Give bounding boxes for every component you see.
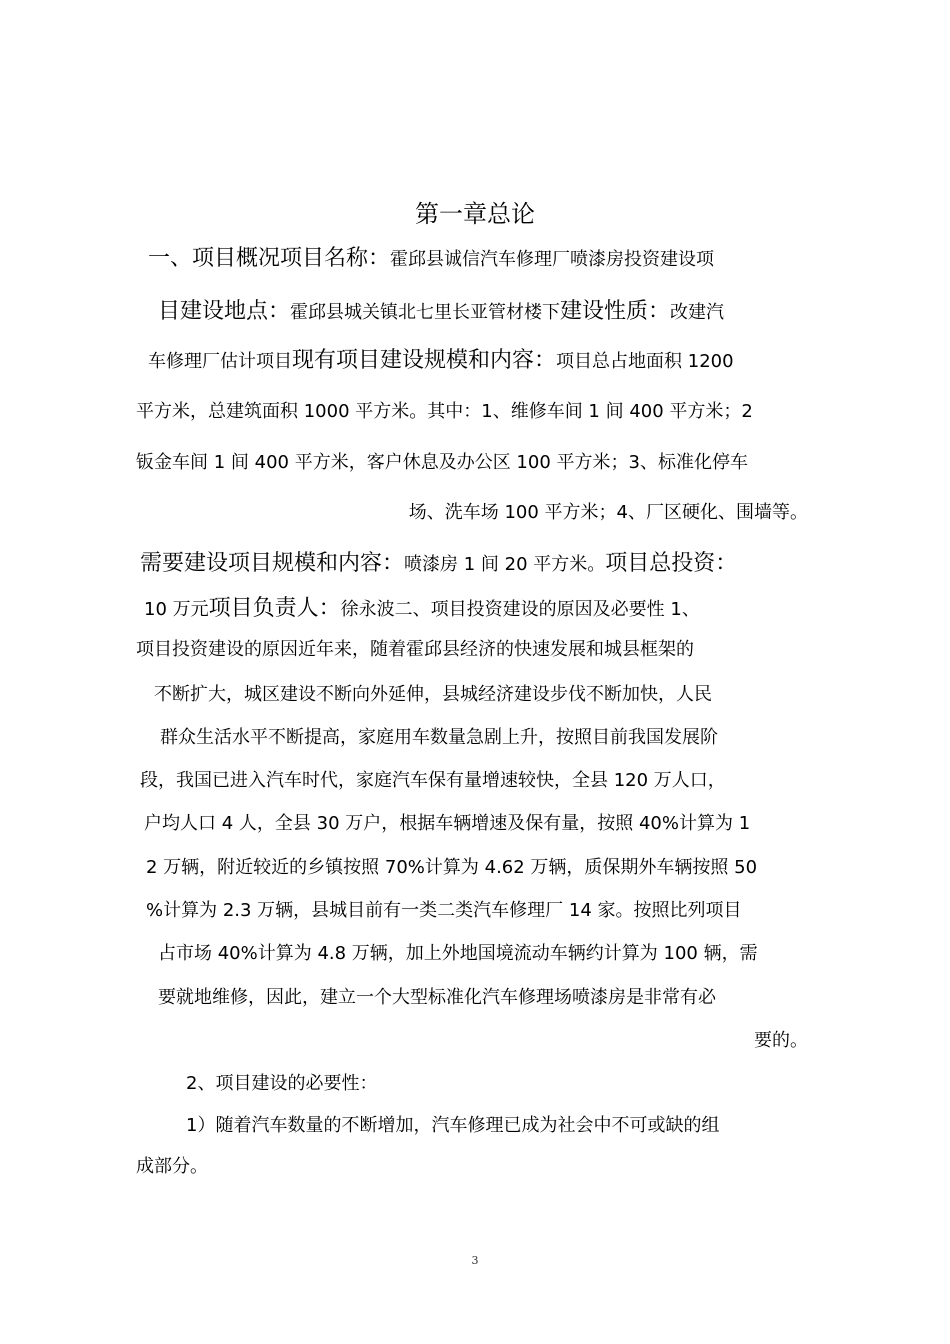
text-run: 成部分。 [136,1156,208,1177]
text-line-8 [144,594,824,625]
text-run: 霍邱县城关镇北七里长亚管材楼下 [290,302,561,323]
text-run: 项目投资建设的原因近年来，随着霍邱县经济的快速发展和城县框架的 [136,639,694,660]
heading-run: 一、项目概况项目名称： [148,246,391,271]
text-run: 钣金车间 1 间 400 平方米，客户休息及办公区 100 平方米；3、标准化停车 [136,452,748,473]
text-run: 场、洗车场 100 平方米；4、厂区硬化、围墙等。 [408,502,808,523]
heading-run: 项目负责人： [208,596,341,621]
text-line-4 [136,397,816,427]
text-line-16 [158,939,838,969]
text-run: 改建汽 [670,302,725,323]
text-line-5 [136,448,816,478]
text-run: 不断扩大，城区建设不断向外延伸，县城经济建设步伐不断加快，人民 [154,684,712,705]
text-run: 2 万辆，附近较近的乡镇按照 70%计算为 4.62 万辆，质保期外车辆按照 50 [146,857,758,878]
text-line-21 [136,1152,816,1182]
text-line-11 [160,723,840,753]
text-line-10 [154,680,834,710]
text-run: 10 万元 [144,599,209,620]
text-line-7 [140,549,820,580]
text-line-13 [144,809,824,839]
heading-run: 需要建设项目规模和内容： [140,551,405,576]
text-run: 平方米，总建筑面积 1000 平方米。其中：1、维修车间 1 间 400 平方米；2 [136,401,753,422]
text-run: 车修理厂估计项目 [148,351,292,372]
heading-run: 项目总投资： [605,551,738,576]
text-run: 要就地维修，因此，建立一个大型标准化汽车修理场喷漆房是非常有必 [158,987,716,1008]
text-run: 要的。 [754,1030,808,1051]
text-run: 1）随着汽车数量的不断增加，汽车修理已成为社会中不可或缺的组 [186,1115,720,1136]
text-run: 项目总占地面积 1200 [556,351,734,372]
text-run: 2、项目建设的必要性： [186,1073,378,1094]
text-line-14 [146,853,826,883]
text-line-20 [186,1111,866,1141]
text-line-9 [136,635,816,665]
text-run: 群众生活水平不断提高，家庭用车数量急剧上升，按照目前我国发展阶 [160,727,718,748]
chapter-title: 第一章总论 [415,200,535,228]
text-run: 徐永波二、项目投资建设的原因及必要性 1、 [340,599,700,620]
text-line-19 [186,1069,866,1099]
text-run: 占市场 40%计算为 4.8 万辆，加上外地国境流动车辆约计算为 100 辆，需 [158,943,758,964]
heading-run: 建设性质： [560,299,671,324]
page-number: 3 [471,1254,479,1267]
heading-run: 现有项目建设规模和内容： [292,348,557,373]
text-line-3 [148,346,828,377]
text-line-15 [146,896,826,926]
text-line-17 [158,983,838,1013]
text-line-1 [148,244,828,275]
text-run: 喷漆房 1 间 20 平方米。 [404,554,606,575]
text-run: 段，我国已进入汽车时代，家庭汽车保有量增速较快，全县 120 万人口， [140,770,726,791]
text-run: %计算为 2.3 万辆，县城目前有一类二类汽车修理厂 14 家。按照比列项目 [146,900,742,921]
text-line-12 [140,766,820,796]
text-line-18 [136,1026,808,1056]
heading-run: 目建设地点： [158,299,291,324]
text-run: 户均人口 4 人，全县 30 万户，根据车辆增速及保有量，按照 40%计算为 1 [144,813,751,834]
text-line-2 [158,297,838,328]
text-line-6 [136,498,808,528]
text-run: 霍邱县诚信汽车修理厂喷漆房投资建设项 [390,249,715,270]
